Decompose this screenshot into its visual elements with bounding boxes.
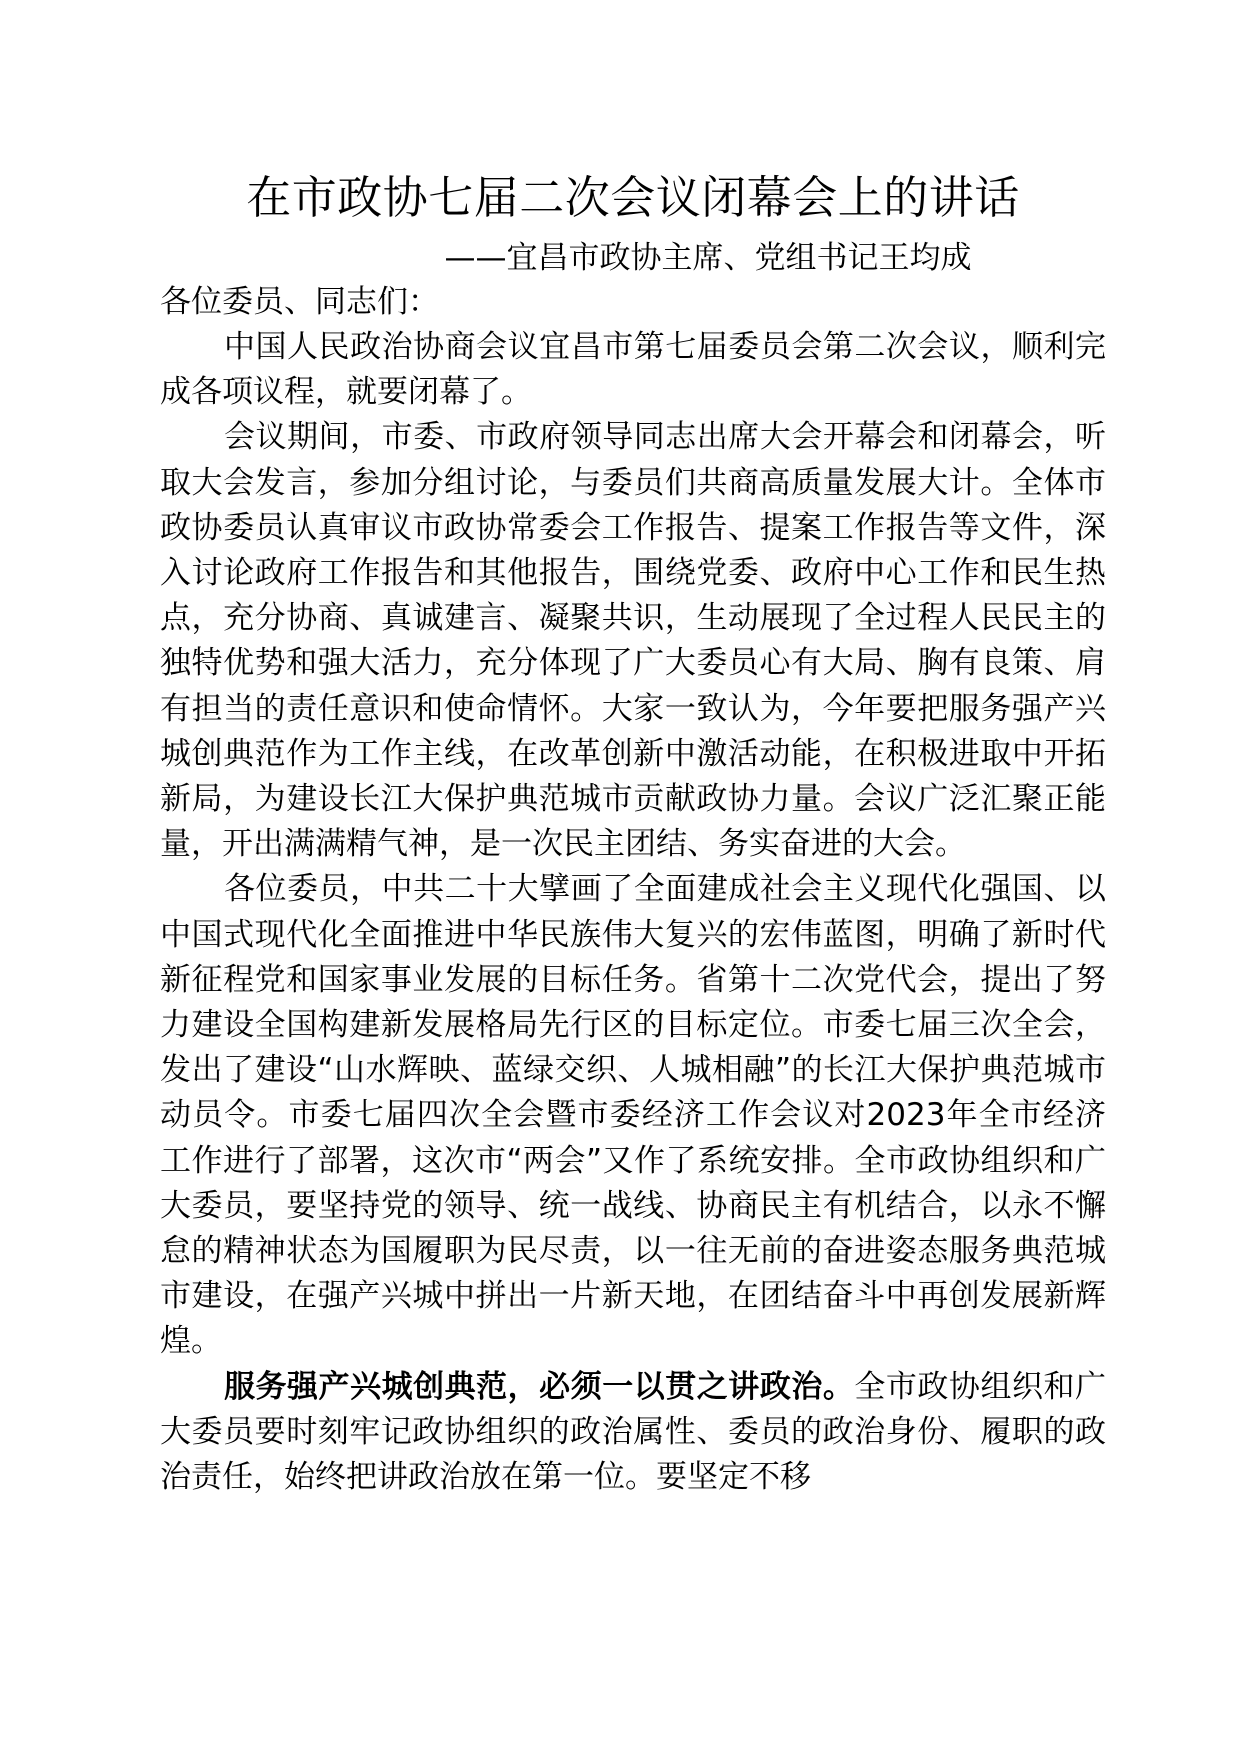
paragraph-2: 会议期间，市委、市政府领导同志出席大会开幕会和闭幕会，听取大会发言，参加分组讨论，与委员们共商高质量发展大计。全体市政协委员认真审议市政协常委会工作报告、提案工作报告等文件，深入讨论政府工作报告和其他报告，围绕党委、政府中心工作和民生热点，充分协商、真诚建言、凝聚共识，生动展现了全过程人民民主的独特优势和强大活力，充分体现了广大委员心有大局、胸有良策、肩有担当的责任意识和使命情怀。大家一致认为，今年要把服务强产兴城创典范作为工作主线，在改革创新中激活动能，在积极进取中开拓新局，为建设长江大保护典范城市贡献政协力量。会议广泛汇聚正能量，开出满满精气神，是一次民主团结、务实奋进的大会。 (160, 419, 1106, 863)
paragraph-4-body: 全市政协组织和广大委员要时刻牢记政协组织的政治属性、委员的政治身份、履职的政治责任，始终把讲政治放在第一位。要坚定不移 (160, 1368, 1106, 1496)
paragraph-3: 各位委员，中共二十大擘画了全面建成社会主义现代化强国、以中国式现代化全面推进中华民族伟大复兴的宏伟蓝图，明确了新时代新征程党和国家事业发展的目标任务。省第十二次党代会，提出了努力建设全国构建新发展格局先行区的目标定位。市委七届三次全会，发出了建设“山水辉映、蓝绿交织、人城相融”的长江大保护典范城市动员令。市委七届四次全会暨市委经济工作会议对2023年全市经济工作进行了部署，这次市“两会”又作了系统安排。全市政协组织和广大委员，要坚持党的领导、统一战线、协商民主有机结合，以永不懈怠的精神状态为国履职为民尽责，以一往无前的奋进姿态服务典范城市建设，在强产兴城中拼出一片新天地，在团结奋斗中再创发展新辉煌。 (160, 871, 1106, 1360)
paragraph-4 (160, 1365, 1106, 1501)
document-subtitle: ——宜昌市政协主席、党组书记王均成 (444, 240, 972, 276)
document-page (160, 160, 1106, 1700)
document-title: 在市政协七届二次会议闭幕会上的讲话 (246, 171, 1020, 224)
salutation: 各位委员、同志们： (160, 284, 439, 320)
paragraph-1: 中国人民政治协商会议宜昌市第七届委员会第二次会议，顺利完成各项议程，就要闭幕了。 (160, 329, 1106, 411)
paragraph-4-lead: 服务强产兴城创典范，必须一以贯之讲政治。 (224, 1368, 855, 1405)
